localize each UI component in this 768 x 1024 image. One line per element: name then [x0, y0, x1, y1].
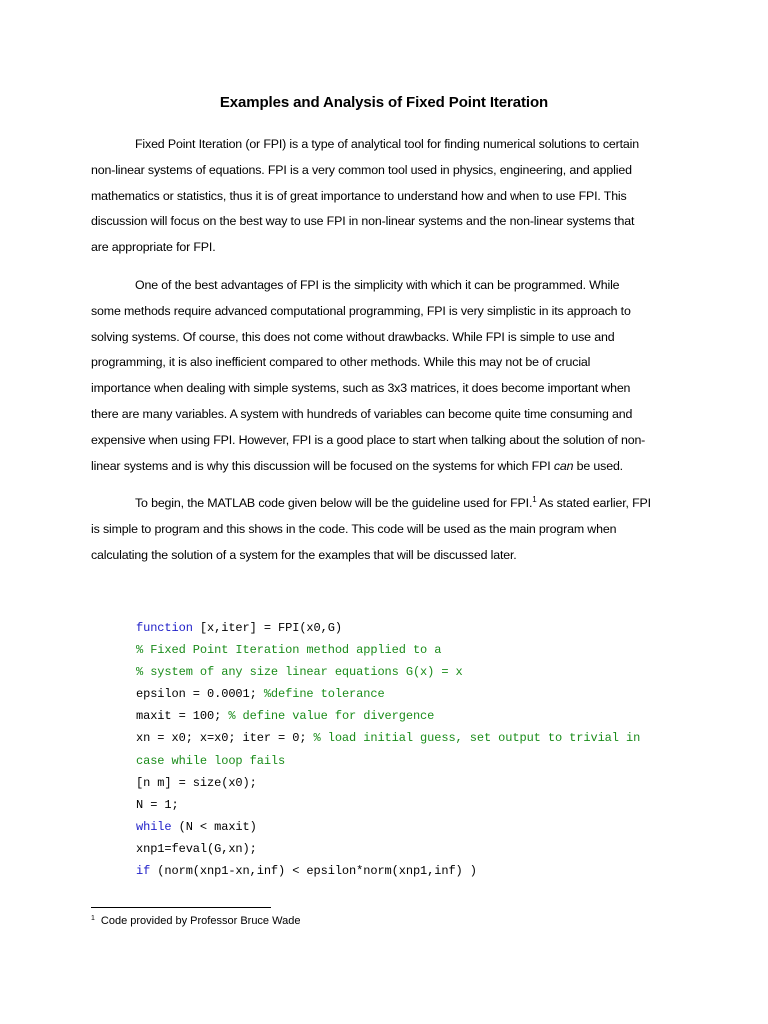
emphasis-text: can [553, 458, 574, 473]
code-line: N = 1; [136, 797, 179, 812]
code-comment: %define tolerance [263, 687, 385, 702]
paragraph-line: mathematics or statistics, thus it is of great importance to understand how and when to use FPI. This [91, 188, 627, 203]
paragraph-line [91, 454, 681, 480]
paragraph-line: non-linear systems of equations. FPI is a very common tool used in physics, engineering, and applied [91, 162, 632, 177]
footnote [91, 915, 300, 927]
text-segment: As stated earlier, FPI [536, 496, 651, 510]
paragraph-line: solving systems. Of course, this does not come without drawbacks. While FPI is simple to use and [91, 329, 615, 344]
matlab-code-block [136, 617, 696, 882]
code-line: xnp1=feval(G,xn); [136, 841, 257, 856]
code-comment: % load initial guess, set output to trivial in [313, 731, 641, 746]
paragraph-line: expensive when using FPI. However, FPI is a good place to start when talking about the solution of non- [91, 432, 646, 447]
paragraph-line: importance when dealing with simple systems, such as 3x3 matrices, it does become important when [91, 381, 631, 396]
paragraph-line: One of the best advantages of FPI is the simplicity with which it can be programmed. While [135, 278, 620, 292]
paragraph-line [91, 491, 681, 517]
code-comment-line: % system of any size linear equations G(x) = x [136, 665, 463, 680]
footnote-reference[interactable]: 1 [532, 495, 537, 504]
paragraph-line: discussion will focus on the best way to use FPI in non-linear systems and the non-linear systems that [91, 214, 635, 229]
paragraph-matlab [91, 491, 681, 568]
paragraph-line: Fixed Point Iteration (or FPI) is a type of analytical tool for finding numerical solutions to certain [135, 137, 639, 151]
document-title: Examples and Analysis of Fixed Point Iteration [219, 94, 549, 111]
code-keyword: function [136, 621, 193, 635]
text-segment: linear systems and is why this discussion will be focused on the systems for which FPI [91, 458, 554, 473]
code-comment-line: % Fixed Point Iteration method applied to a [136, 643, 442, 658]
paragraph-line: programming, it is also inefficient compared to other methods. While this may not be of crucial [91, 355, 591, 370]
code-text: maxit = 100; [136, 709, 229, 724]
code-line [136, 705, 696, 727]
paragraph-line: some methods require advanced computational programming, FPI is very simplistic in its approach to [91, 303, 631, 318]
text-segment: be used. [573, 458, 623, 473]
footnote-separator [91, 907, 271, 908]
code-text: [x,iter] = FPI(x0,G) [192, 621, 342, 635]
footnote-mark: 1 [91, 915, 95, 922]
paragraph-advantages [91, 273, 681, 479]
code-comment: % define value for divergence [228, 709, 435, 724]
code-line [136, 860, 696, 882]
code-text: (norm(xnp1-xn,inf) < epsilon*norm(xnp1,inf) ) [150, 864, 477, 879]
paragraph-line: is simple to program and this shows in the code. This code will be used as the main program when [91, 521, 617, 536]
code-keyword: while [136, 819, 172, 834]
code-line [136, 727, 696, 749]
paragraph-intro [91, 132, 681, 261]
code-line: [n m] = size(x0); [136, 775, 257, 790]
code-text: xn = x0; x=x0; iter = 0; [136, 731, 314, 746]
code-text: (N < maxit) [171, 819, 257, 834]
code-line [136, 816, 696, 838]
footnote-text: Code provided by Professor Bruce Wade [100, 915, 301, 927]
text-segment: To begin, the MATLAB code given below will be the guideline used for FPI. [135, 496, 533, 510]
code-line [136, 617, 696, 639]
code-keyword: if [136, 864, 151, 879]
paragraph-line: calculating the solution of a system for the examples that will be discussed later. [91, 547, 517, 562]
code-comment-line: case while loop fails [136, 753, 286, 768]
code-text: epsilon = 0.0001; [136, 687, 264, 702]
paragraph-line: there are many variables. A system with hundreds of variables can become quite time consuming and [91, 406, 633, 421]
paragraph-line: are appropriate for FPI. [91, 240, 216, 255]
code-line [136, 683, 696, 705]
